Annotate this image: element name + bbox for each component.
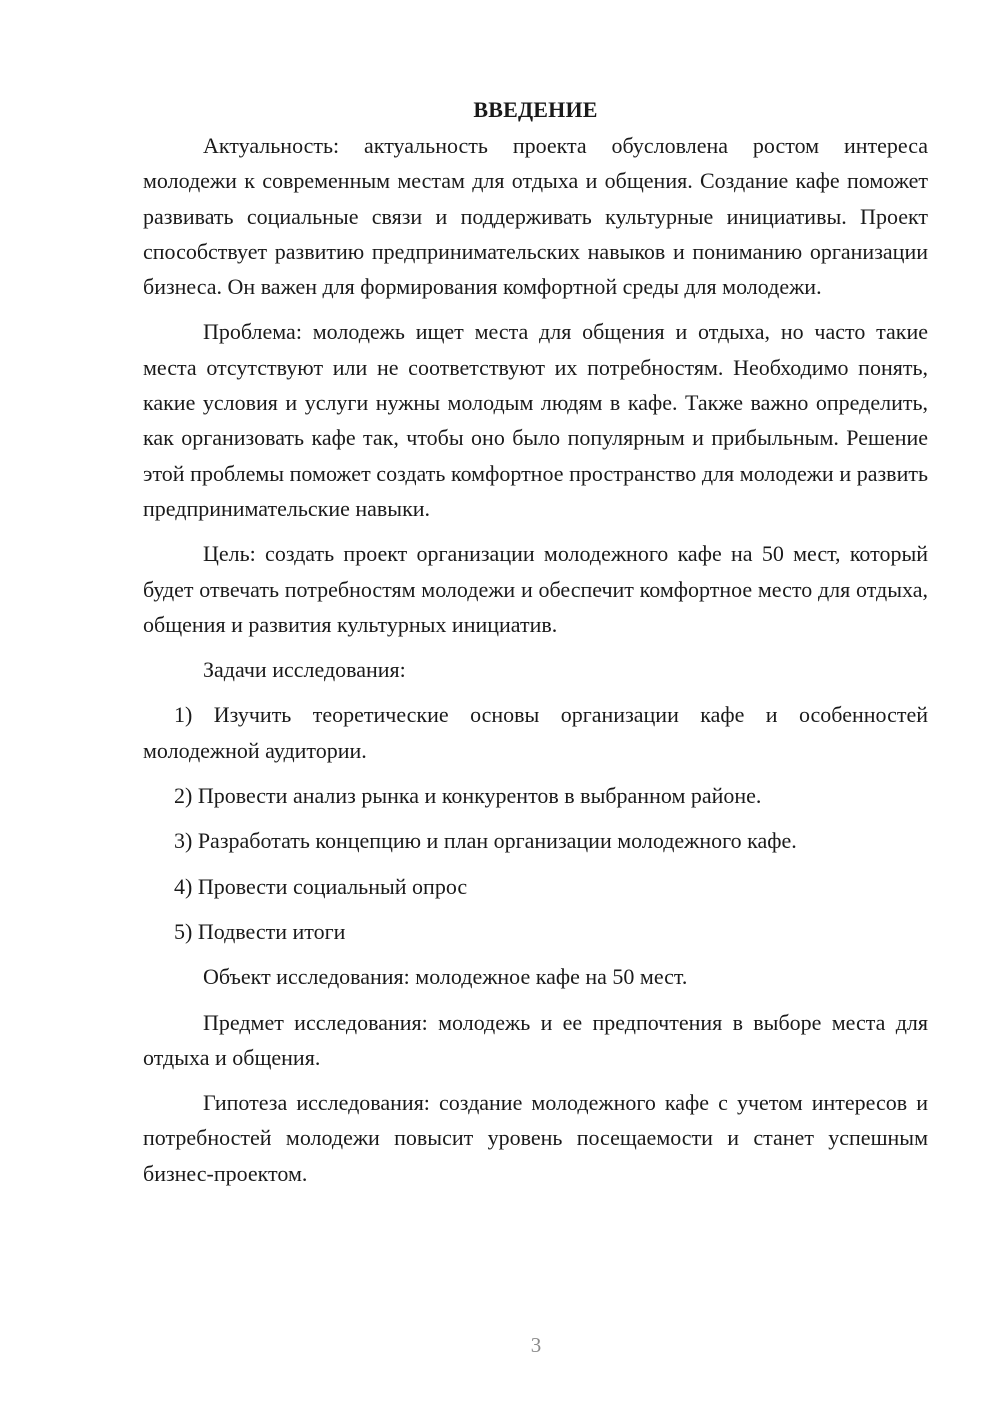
page-title: ВВЕДЕНИЕ (473, 97, 598, 122)
paragraph-object: Объект исследования: молодежное кафе на 50 мест. (203, 964, 688, 990)
task-item-3: 3) Разработать концепцию и план организации молодежного кафе. (174, 828, 797, 854)
paragraph-relevance: Актуальность: актуальность проекта обусловлена ростом интереса молодежи к современным местам для отдыха и общения. Создание кафе поможет развивать социальные связи и поддерживать культурные инициативы. Проект способствует развитию предпринимательских навыков и пониманию организации бизнеса. Он важен для формирования комфортной среды для молодежи. (143, 133, 928, 300)
document-page (143, 92, 928, 1201)
task-item-5: 5) Подвести итоги (174, 918, 346, 944)
page-number: 3 (530, 1333, 542, 1357)
task-item-1: 1) Изучить теоретические основы организации кафе и особенностей молодежной аудитории. (143, 702, 928, 763)
task-item-4: 4) Провести социальный опрос (174, 873, 468, 899)
paragraph-subject: Предмет исследования: молодежь и ее предпочтения в выборе места для отдыха и общения. (143, 1009, 928, 1070)
paragraph-goal: Цель: создать проект организации молодежного кафе на 50 мест, который будет отвечать потребностям молодежи и обеспечит комфортное место для отдыха, общения и развития культурных инициатив. (143, 541, 928, 637)
paragraph-problem: Проблема: молодежь ищет места для общения и отдыха, но часто такие места отсутствуют или не соответствуют их потребностям. Необходимо понять, какие условия и услуги нужны молодым людям в кафе. Также важно определить, как организовать кафе так, чтобы оно было популярным и прибыльным. Решение этой проблемы поможет создать комфортное пространство для молодежи и развить предпринимательские навыки. (143, 319, 928, 521)
paragraph-tasks-heading: Задачи исследования: (203, 657, 406, 683)
task-item-2: 2) Провести анализ рынка и конкурентов в выбранном районе. (174, 783, 762, 809)
paragraph-hypothesis: Гипотеза исследования: создание молодежного кафе с учетом интересов и потребностей молодежи повысит уровень посещаемости и станет успешным бизнес-проектом. (143, 1090, 928, 1186)
